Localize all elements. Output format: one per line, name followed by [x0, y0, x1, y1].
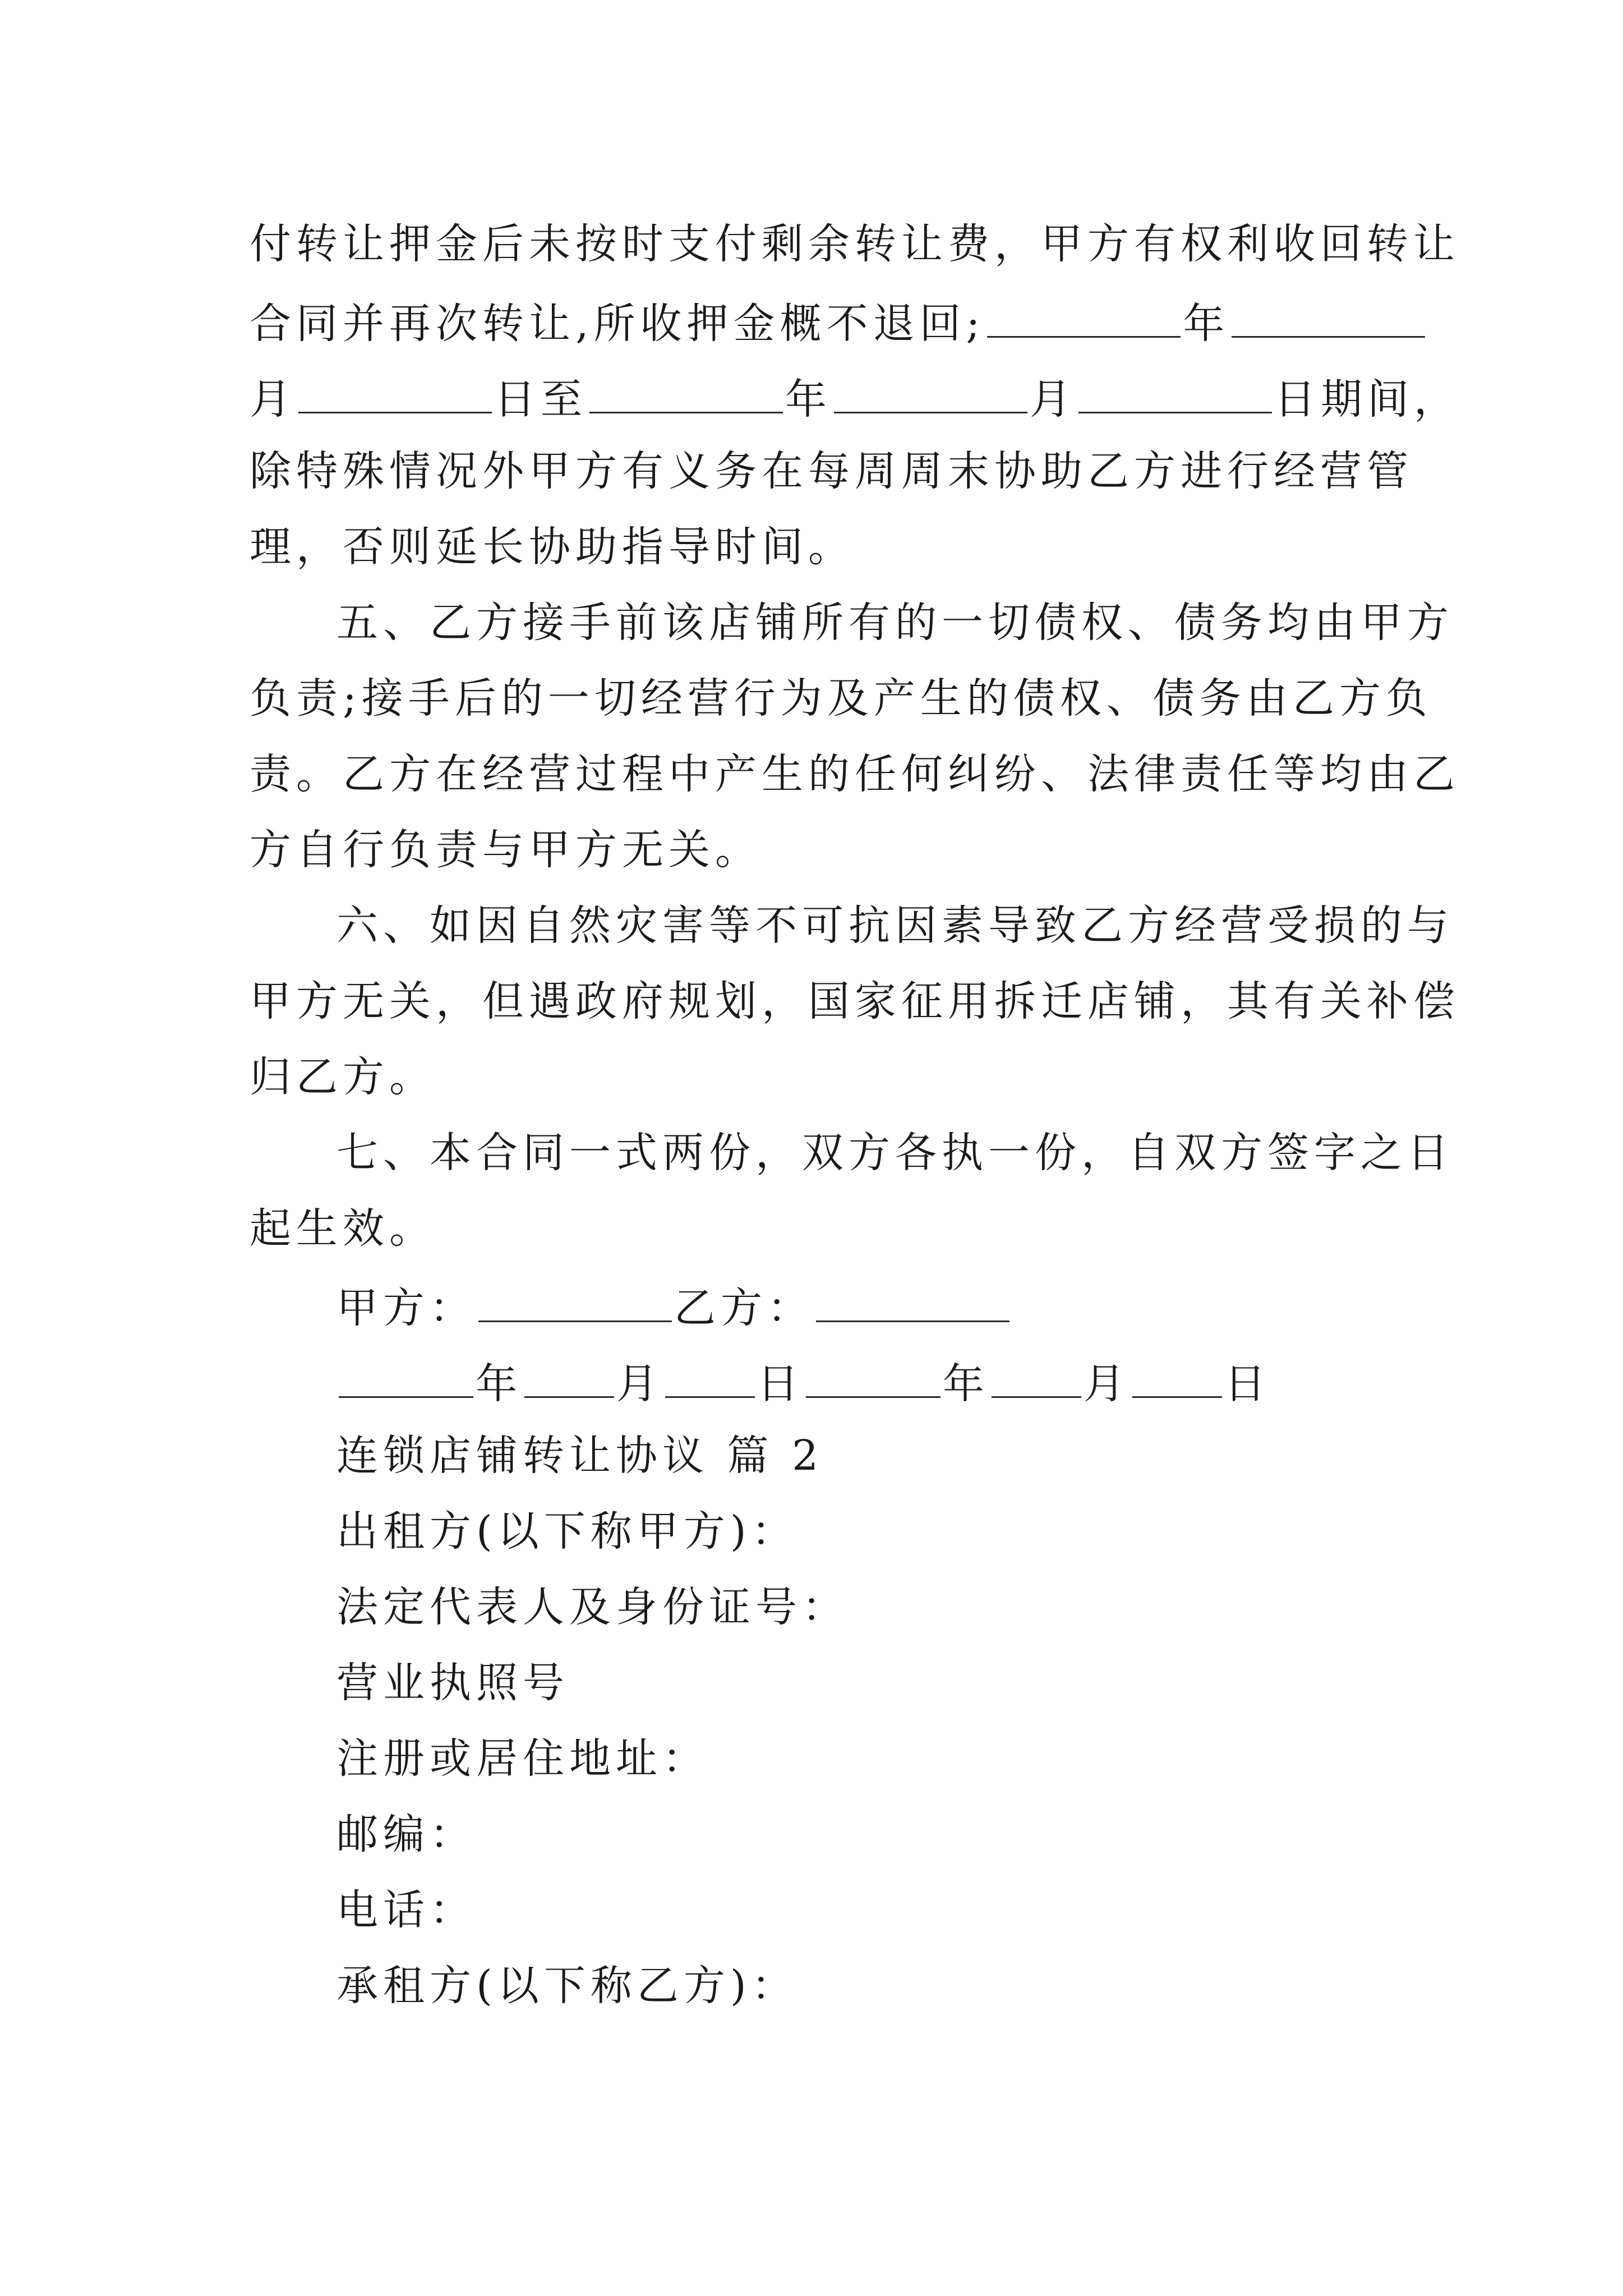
clause4-line-5: 理，否则延长协助指导时间。 [250, 523, 855, 571]
year-label: 年 [785, 375, 832, 424]
month-label: 月 [1030, 375, 1076, 424]
clause4-line-2-text: 合同并再次转让,所收押金概不退回; [250, 300, 985, 348]
lessee-label: 承租方(以下称乙方)： [336, 1962, 798, 2010]
blank-line [1132, 1359, 1222, 1398]
postcode-label: 邮编： [336, 1810, 476, 1858]
party-b-label: 乙方： [674, 1284, 814, 1332]
phone-label: 电话： [336, 1886, 476, 1934]
clause7-line-2: 起生效。 [250, 1204, 436, 1253]
blank-line [1232, 299, 1425, 338]
lessor-label: 出租方(以下称甲方)： [336, 1507, 798, 1556]
blank-line [987, 299, 1181, 338]
blank-line [339, 1359, 473, 1398]
clause5-line-3: 责。乙方在经营过程中产生的任何纠纷、法律责任等均由乙 [250, 750, 1460, 798]
blank-line [298, 375, 492, 413]
blank-line [589, 375, 783, 413]
legal-representative-label: 法定代表人及身份证号： [336, 1583, 849, 1631]
blank-line [806, 1359, 940, 1398]
clause4-line-2 [250, 299, 1427, 348]
month-label: 月 [1083, 1360, 1130, 1408]
day-label: 日 [1224, 1360, 1271, 1408]
clause4-line-3 [250, 375, 1460, 424]
year-label: 年 [476, 1360, 522, 1408]
section-2-title: 连锁店铺转让协议 篇 2 [336, 1432, 824, 1480]
clause6-line-1: 六、如因自然灾害等不可抗因素导致乙方经营受损的与 [336, 901, 1454, 950]
day-to-label: 日至 [494, 375, 587, 424]
signature-parties-line [336, 1283, 1012, 1332]
day-period-label: 日期间， [1274, 375, 1460, 424]
party-a-signature-blank [478, 1283, 672, 1322]
blank-line [524, 1359, 614, 1398]
blank-line [665, 1359, 755, 1398]
blank-line [1078, 375, 1272, 413]
month-label: 月 [616, 1360, 663, 1408]
year-label: 年 [1183, 300, 1230, 348]
clause7-line-1: 七、本合同一式两份，双方各执一份，自双方签字之日 [336, 1129, 1454, 1177]
clause4-line-4: 除特殊情况外甲方有义务在每周周末协助乙方进行经营管 [250, 447, 1413, 495]
day-label: 日 [757, 1360, 804, 1408]
clause5-line-2: 负责;接手后的一切经营行为及产生的债权、债务由乙方负 [250, 674, 1432, 723]
clause5-line-1: 五、乙方接手前该店铺所有的一切债权、债务均由甲方 [336, 599, 1454, 647]
party-b-signature-blank [816, 1283, 1009, 1322]
year-label: 年 [943, 1360, 989, 1408]
signature-dates-line [336, 1359, 1271, 1408]
business-license-label: 营业执照号 [336, 1659, 569, 1707]
blank-line [834, 375, 1027, 413]
address-label: 注册或居住地址： [336, 1734, 709, 1783]
month-label: 月 [250, 375, 296, 424]
party-a-label: 甲方： [336, 1284, 476, 1332]
clause4-line-1: 付转让押金后未按时支付剩余转让费，甲方有权利收回转让 [250, 220, 1460, 268]
blank-line [992, 1359, 1081, 1398]
clause5-line-4: 方自行负责与甲方无关。 [250, 826, 762, 874]
clause6-line-3: 归乙方。 [250, 1053, 436, 1101]
clause6-line-2: 甲方无关，但遇政府规划，国家征用拆迁店铺，其有关补偿 [250, 977, 1460, 1025]
